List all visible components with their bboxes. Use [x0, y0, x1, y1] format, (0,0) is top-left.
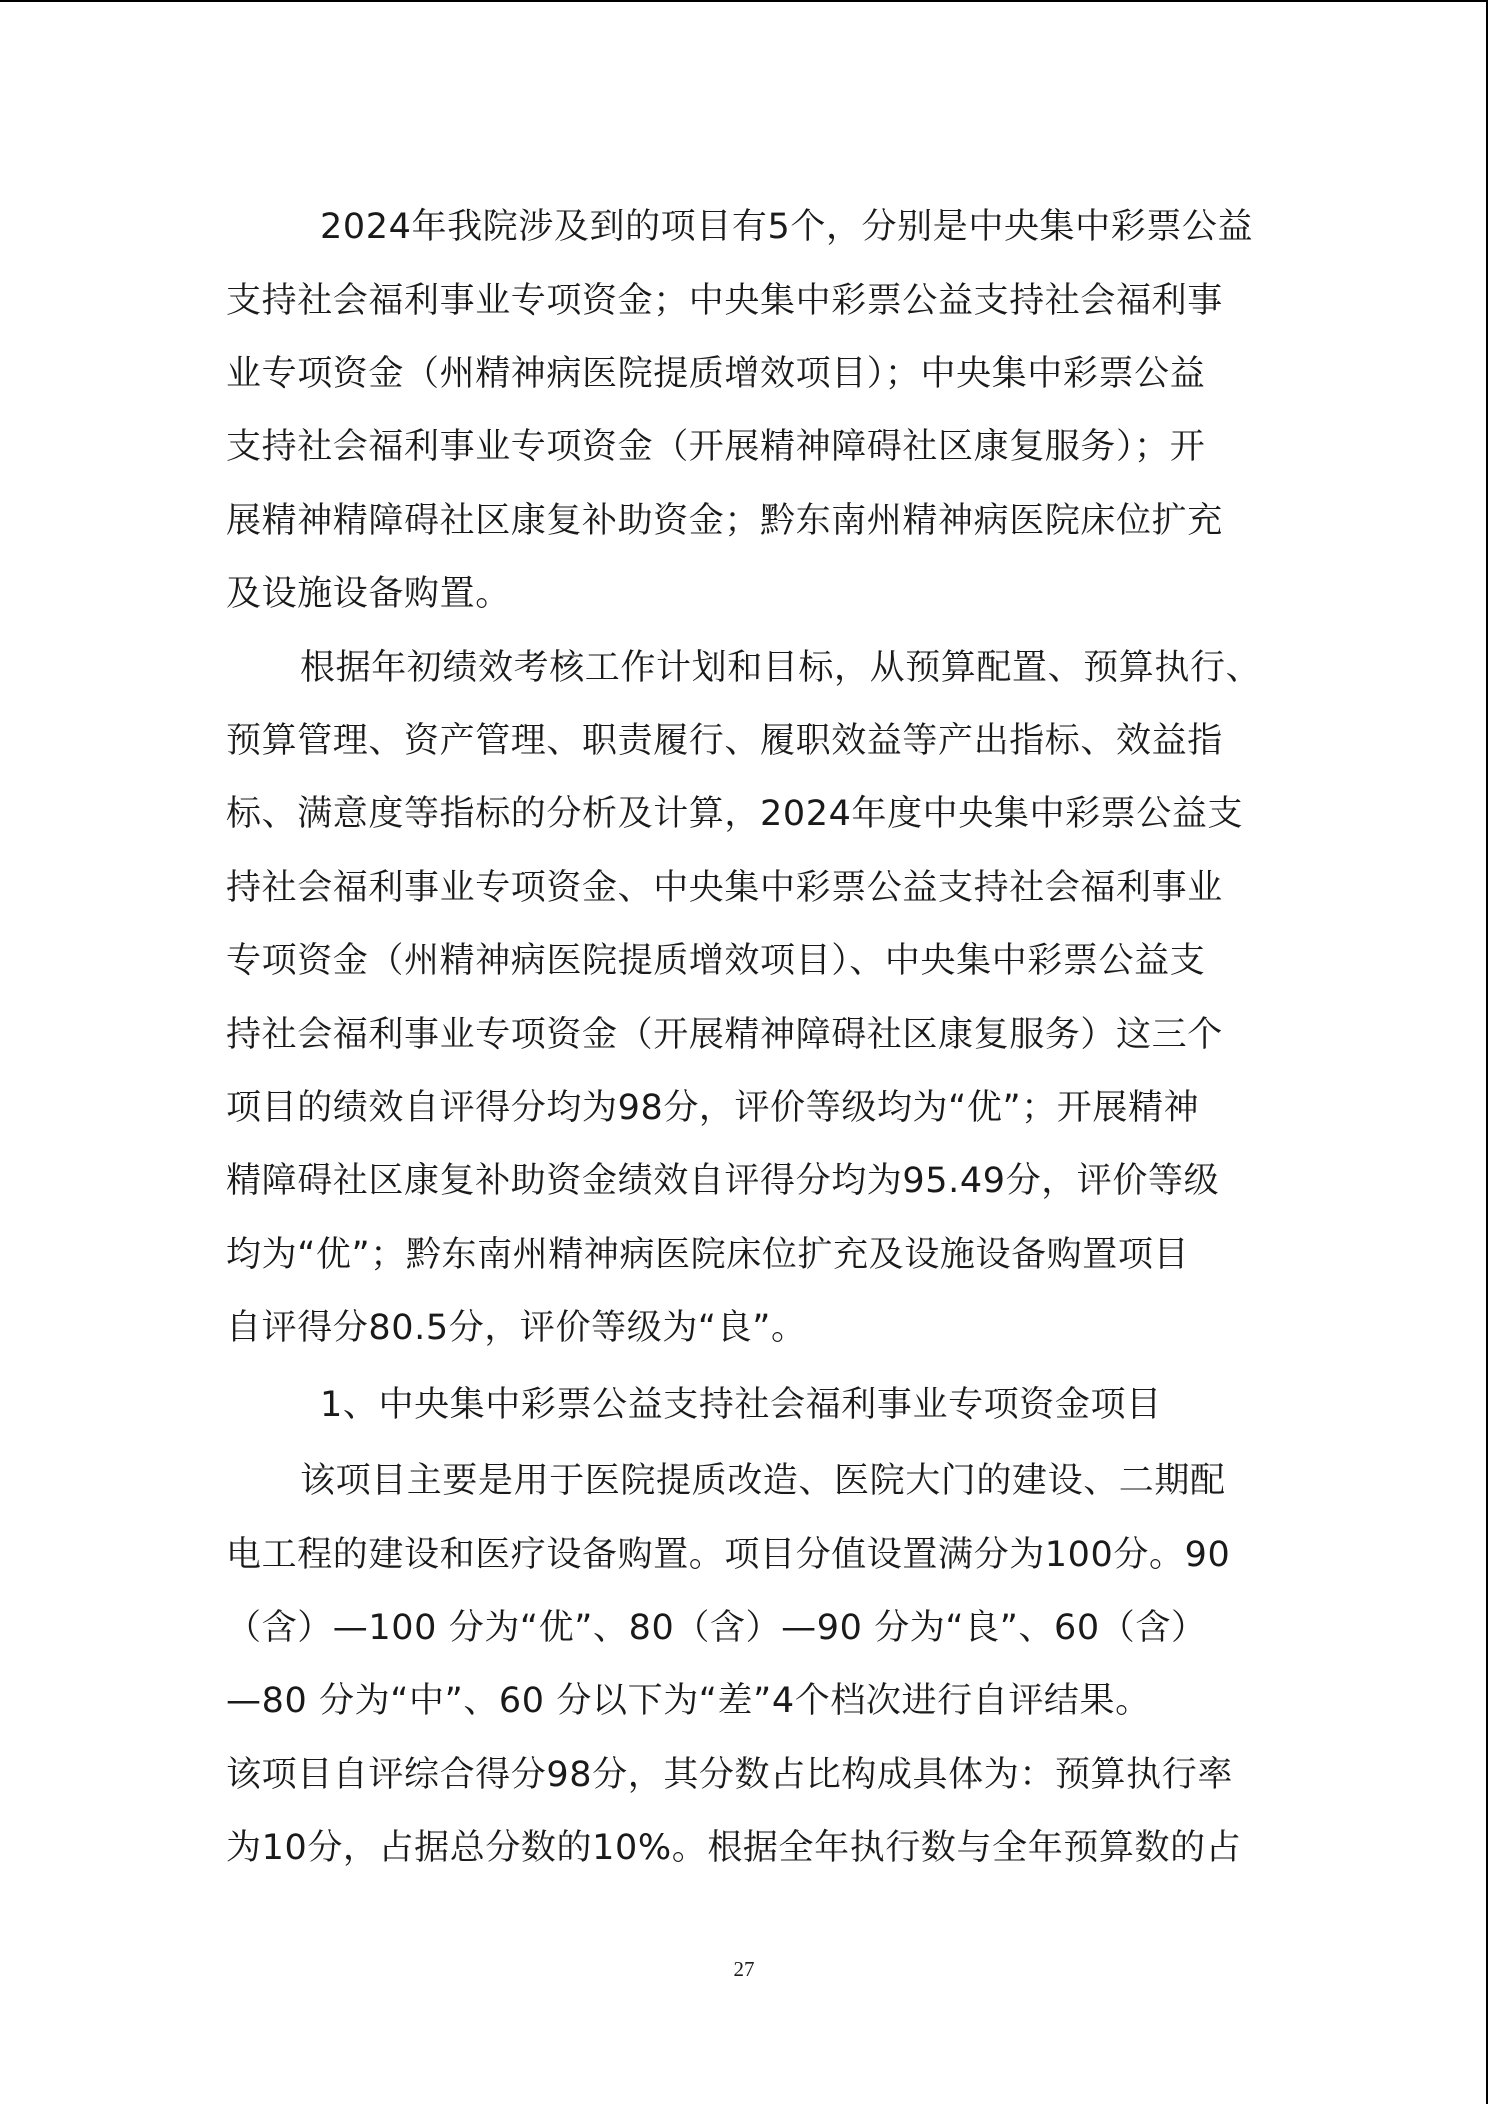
paragraph-3-line-4: —80 分为“中”、60 分以下为“差”4个档次进行自评结果。: [226, 1681, 1151, 1721]
section-heading: 1、中央集中彩票公益支持社会福利事业专项资金项目: [320, 1385, 1162, 1425]
paragraph-1-line-2: 支持社会福利事业专项资金；中央集中彩票公益支持社会福利事: [226, 281, 1223, 321]
paragraph-2-line-8: 精障碍社区康复补助资金绩效自评得分均为95.49分，评价等级: [226, 1161, 1220, 1201]
paragraph-2-line-1: 根据年初绩效考核工作计划和目标，从预算配置、预算执行、: [300, 648, 1262, 688]
paragraph-3-line-1: 该项目主要是用于医院提质改造、医院大门的建设、二期配: [300, 1461, 1226, 1501]
paragraph-1-line-4: 支持社会福利事业专项资金（开展精神障碍社区康复服务）；开: [226, 427, 1206, 467]
paragraph-2-line-5: 专项资金（州精神病医院提质增效项目）、中央集中彩票公益支: [226, 941, 1206, 981]
paragraph-2-line-10: 自评得分80.5分，评价等级为“良”。: [226, 1308, 807, 1348]
paragraph-2-line-3: 标、满意度等指标的分析及计算，2024年度中央集中彩票公益支: [226, 794, 1244, 834]
paragraph-3-line-5: 该项目自评综合得分98分，其分数占比构成具体为：预算执行率: [226, 1755, 1233, 1795]
paragraph-2-line-6: 持社会福利事业专项资金（开展精神障碍社区康复服务）这三个: [226, 1015, 1223, 1055]
paragraph-2-line-2: 预算管理、资产管理、职责履行、履职效益等产出指标、效益指: [226, 721, 1223, 761]
top-border: [0, 0, 1488, 2]
page-number: 27: [733, 1957, 755, 1981]
paragraph-2-line-9: 均为“优”；黔东南州精神病医院床位扩充及设施设备购置项目: [226, 1235, 1190, 1275]
paragraph-1-line-6: 及设施设备购置。: [226, 574, 511, 614]
paragraph-2-line-7: 项目的绩效自评得分均为98分，评价等级均为“优”；开展精神: [226, 1088, 1200, 1128]
paragraph-1-line-5: 展精神精障碍社区康复补助资金；黔东南州精神病医院床位扩充: [226, 501, 1223, 541]
paragraph-3-line-2: 电工程的建设和医疗设备购置。项目分值设置满分为100分。90: [226, 1535, 1231, 1575]
paragraph-1-line-3: 业专项资金（州精神病医院提质增效项目）；中央集中彩票公益: [226, 354, 1206, 394]
paragraph-1-line-1: 2024年我院涉及到的项目有5个，分别是中央集中彩票公益: [320, 207, 1254, 247]
paragraph-3-line-6: 为10分，占据总分数的10%。根据全年执行数与全年预算数的占: [226, 1828, 1242, 1868]
paragraph-3-line-3: （含）—100 分为“优”、80（含）—90 分为“良”、60（含）: [226, 1608, 1207, 1648]
paragraph-2-line-4: 持社会福利事业专项资金、中央集中彩票公益支持社会福利事业: [226, 868, 1223, 908]
